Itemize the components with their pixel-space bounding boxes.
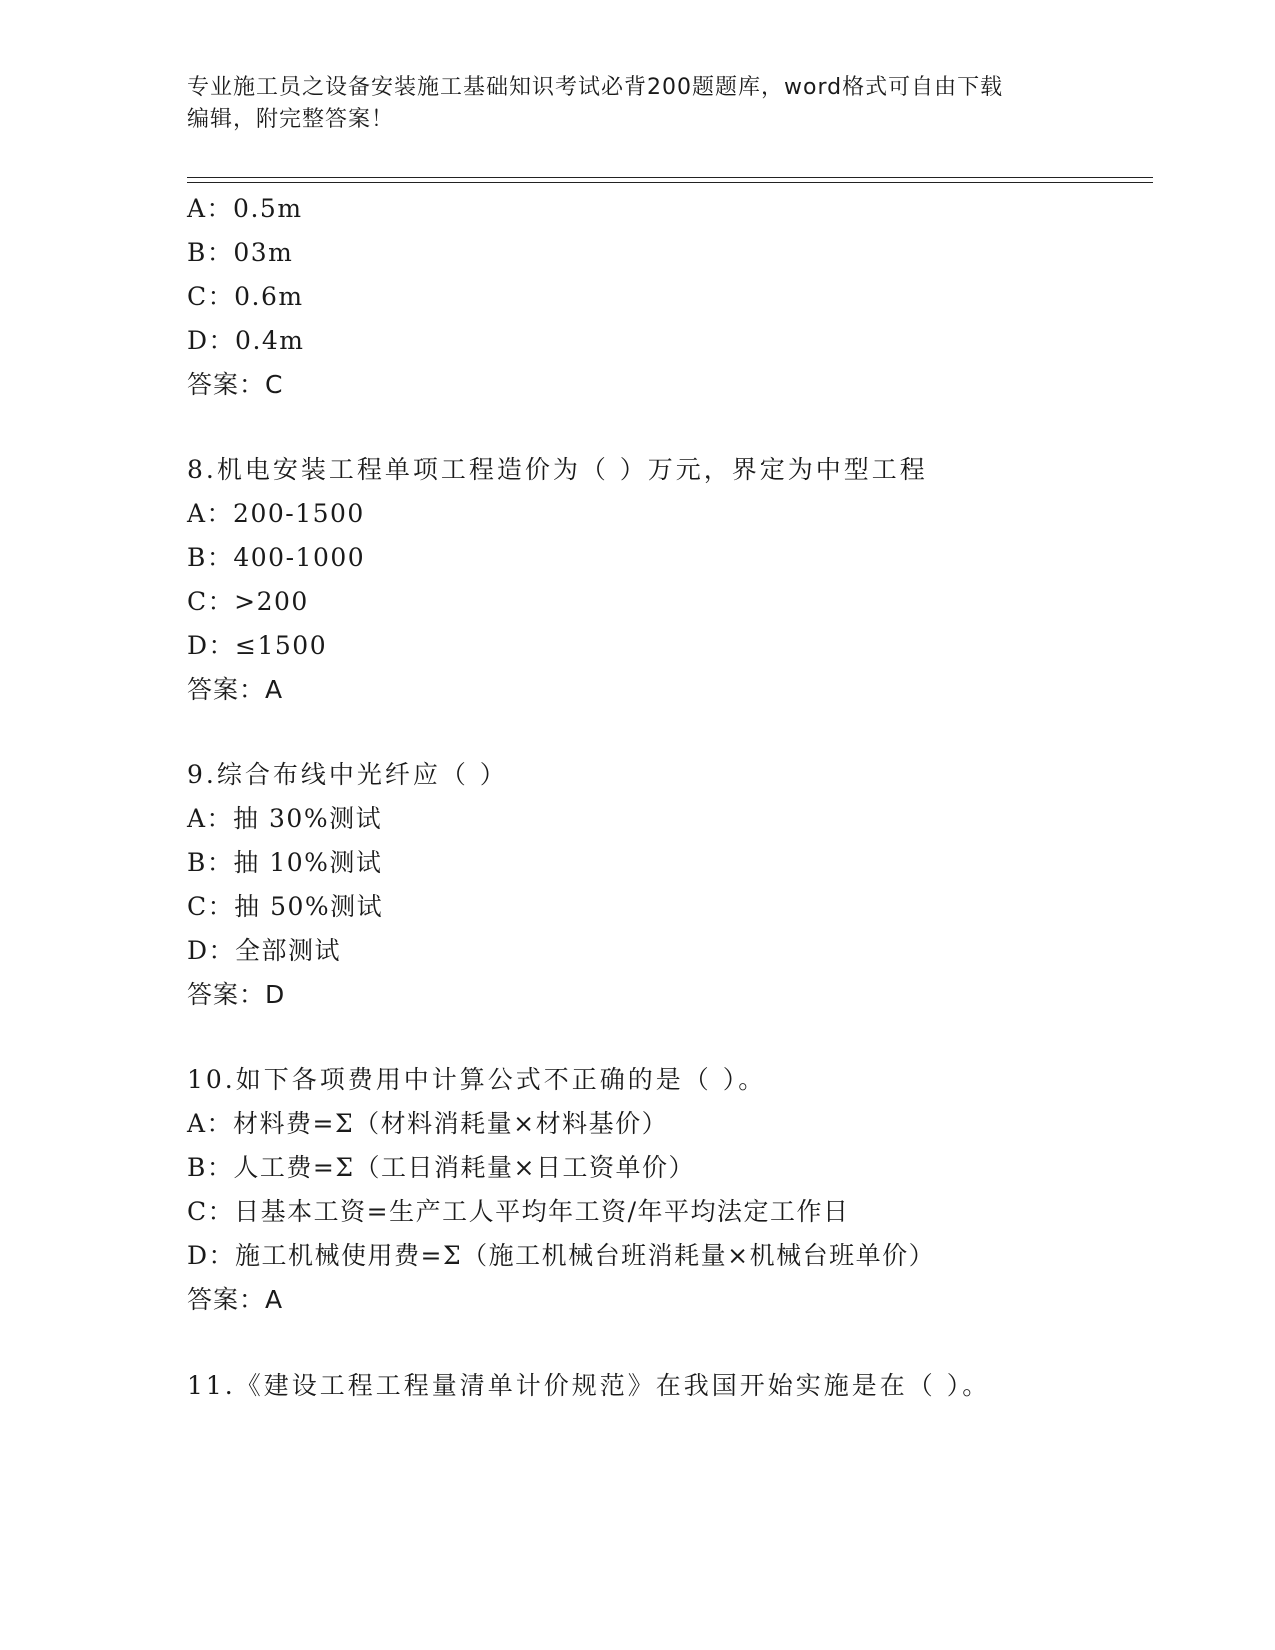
q10-question: 10.如下各项费用中计算公式不正确的是（ ）。 — [187, 1065, 767, 1094]
q10-option-d: D：施工机械使用费=Σ（施工机械台班消耗量×机械台班单价） — [187, 1241, 936, 1270]
header-divider-top — [187, 177, 1153, 178]
q8-option-b: B：400-1000 — [187, 543, 366, 572]
q8-answer: 答案：A — [187, 675, 284, 704]
document-header — [187, 72, 1087, 136]
q8-option-a: A：200-1500 — [187, 499, 365, 528]
q7-option-b: B：03m — [187, 238, 294, 267]
q8-option-d: D：≤1500 — [187, 631, 328, 660]
q10-option-a: A：材料费=Σ（材料消耗量×材料基价） — [187, 1109, 669, 1138]
q9-answer: 答案：D — [187, 980, 286, 1009]
q7-answer: 答案：C — [187, 370, 284, 399]
header-title-line-1: 专业施工员之设备安装施工基础知识考试必背200题题库，word格式可自由下载 — [187, 75, 1004, 100]
q11-question: 11.《建设工程工程量清单计价规范》在我国开始实施是在（ ）。 — [187, 1371, 991, 1400]
header-divider-bottom — [187, 182, 1153, 183]
q8-question: 8.机电安装工程单项工程造价为（ ）万元，界定为中型工程 — [187, 455, 928, 484]
q9-question: 9.综合布线中光纤应（ ） — [187, 760, 508, 789]
q10-option-b: B：人工费=Σ（工日消耗量×日工资单价） — [187, 1153, 695, 1182]
q8-option-c: C：>200 — [187, 587, 309, 616]
q10-answer: 答案：A — [187, 1285, 284, 1314]
q9-option-c: C：抽 50%测试 — [187, 892, 384, 921]
q9-option-a: A：抽 30%测试 — [187, 804, 383, 833]
q7-option-a: A：0.5m — [187, 194, 303, 223]
q7-option-d: D：0.4m — [187, 326, 305, 355]
q10-option-c: C：日基本工资=生产工人平均年工资/年平均法定工作日 — [187, 1197, 850, 1226]
q9-option-b: B：抽 10%测试 — [187, 848, 383, 877]
header-title-line-2: 编辑，附完整答案！ — [187, 107, 395, 132]
q7-option-c: C：0.6m — [187, 282, 304, 311]
q9-option-d: D：全部测试 — [187, 936, 342, 965]
